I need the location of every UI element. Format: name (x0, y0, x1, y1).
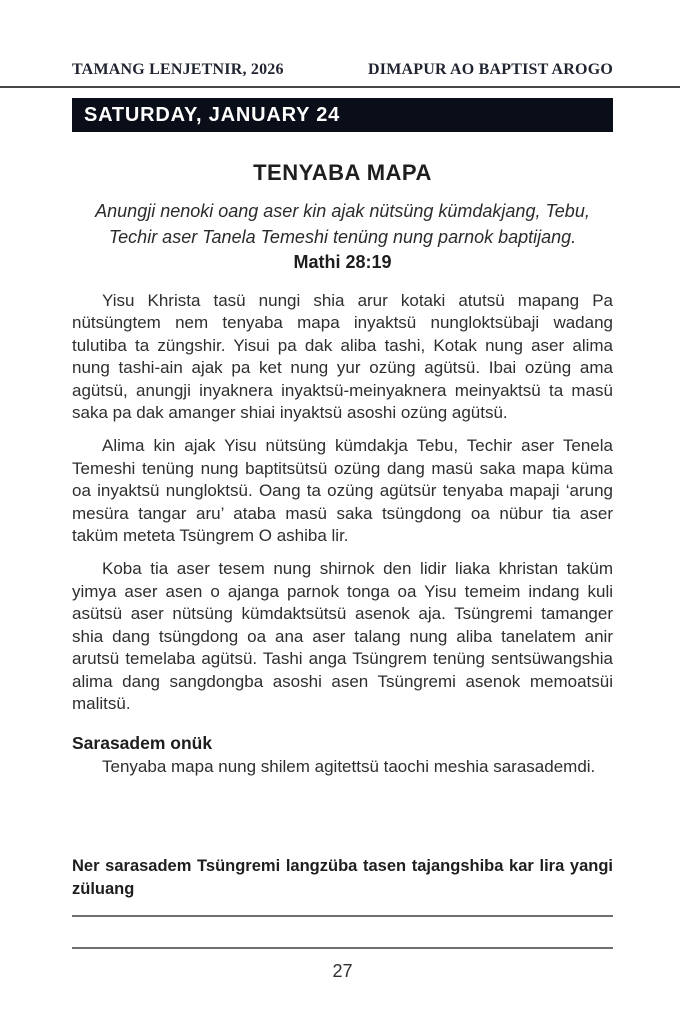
devotion-paragraph: Yisu Khrista tasü nungi shia arur kotaki atutsü mapang Pa nütsüngtem nem tenyaba mapa inyaktsü nungloktsübaji wadang tulutiba ta züngshir. Yisui pa dak aliba tashi, Kotak nung aser alima nung tashi-ain ajak pa ket nung yur ozüng agütsü. Ibai ozüng ama agütsü, anungji inyaknera inyaktsü-meinyaknera meinyaktsü ta masü saka pa dak amanger shiai inyaktsü asoshi ozüng agütsü. (72, 291, 613, 423)
scripture-reference: Mathi 28:19 (293, 252, 392, 272)
header-publication-title: TAMANG LENJETNIR, 2026 (72, 61, 284, 78)
running-header (72, 60, 613, 80)
header-organization-name: DIMAPUR AO BAPTIST AROGO (368, 61, 613, 78)
prayer-section-body: Tenyaba mapa nung shilem agitettsü taochi meshia sarasademdi. (102, 757, 596, 777)
page-number: 27 (332, 960, 353, 981)
devotion-title: TENYABA MAPA (253, 160, 432, 185)
devotion-paragraph: Koba tia aser tesem nung shirnok den lidir liaka khristan taküm yimya aser asen o ajanga parnok tonga oa Yisu temeim indang kuli asütsü aser nütsüng kümdaktsütsü asenok aja. Tsüngremi tamanger shia dang tsüngdong oa ana aser talang nung aliba tanelatem anir arutsü temelaba agütsü. Tashi anga Tsüngrem tenüng sentsüwangshia alima dang sangdongba asoshi asen Tsüngremi asenok memoatsüi malitsü. (72, 559, 613, 713)
writing-line (72, 915, 613, 917)
header-rule (0, 86, 680, 88)
prayer-section-heading: Sarasadem onük (72, 733, 213, 754)
date-banner (72, 98, 613, 132)
footer-note: Ner sarasadem Tsüngremi langzüba tasen tajangshiba kar lira yangi züluang (72, 856, 613, 898)
writing-line (72, 947, 613, 949)
date-banner-label: SATURDAY, JANUARY 24 (84, 103, 341, 126)
devotion-paragraph: Alima kin ajak Yisu nütsüng kümdakja Tebu, Techir aser Tenela Temeshi tenüng nung baptitsütsü ozüng dang masü saka mapa küma oa inyaktsü nungloktsü. Oang ta ozüng agütsür tenyaba mapaji ‘arung mesüra tangar aru’ ataba masü saka tsüngdong oa nübur tia aser taküm meteta Tsüngrem O ashiba lir. (72, 436, 613, 546)
scripture-verse: Anungji nenoki oang aser kin ajak nütsüng kümdakjang, Tebu, Techir aser Tanela Temeshi tenüng nung parnok baptijang. (95, 201, 590, 247)
devotion-content (72, 160, 613, 982)
